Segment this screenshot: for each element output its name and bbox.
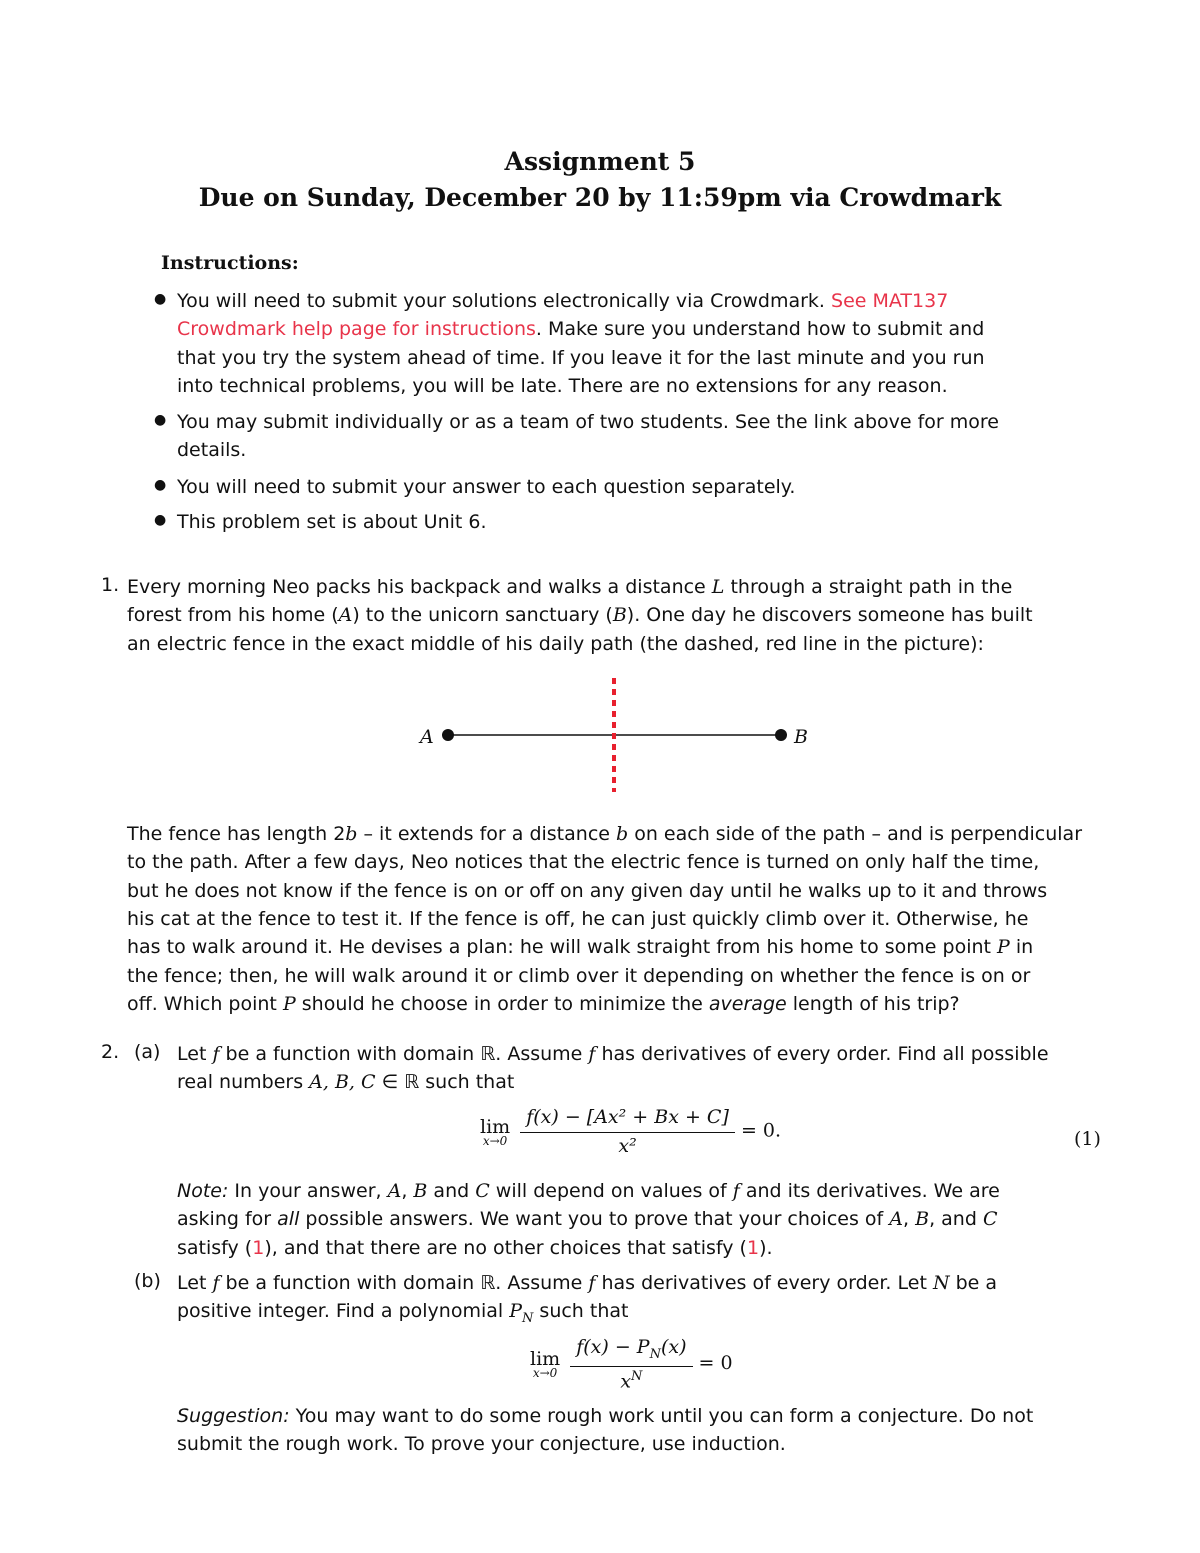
part-a-label: (a) [134, 1041, 161, 1063]
instruction-text: . Make sure you understand how to submit and [535, 318, 985, 340]
q2a-line2: real numbers A, B, C ∈ ℝ such that [177, 1071, 515, 1093]
instruction-item-1-line4: into technical problems, you will be late. There are no extensions for any reason. [177, 375, 948, 397]
q1-p2-line2: to the path. After a few days, Neo notices that the electric fence is turned on only half the time, [127, 851, 1040, 873]
crowdmark-help-link-cont[interactable]: Crowdmark help page for instructions [177, 318, 536, 340]
q1-p2-line3: but he does not know if the fence is on or off on any given day until he walks up to it and throws [127, 880, 1048, 902]
q1-p2-line7: off. Which point P should he choose in order to minimize the average length of his trip? [127, 993, 960, 1015]
equation-2 [530, 1336, 733, 1392]
label-a: A [420, 726, 434, 748]
instruction-item-2-line2: details. [177, 439, 247, 461]
instruction-item-1 [177, 287, 1077, 315]
equation-1-tag: (1) [1074, 1128, 1101, 1150]
point-b-dot [775, 729, 787, 741]
limit-operator: lim x→0 [530, 1348, 561, 1381]
q1-line3: an electric fence in the exact middle of his daily path (the dashed, red line in the picture): [127, 633, 984, 655]
equation-1-ref[interactable]: 1 [252, 1237, 265, 1259]
equation-1 [480, 1106, 781, 1157]
q1-p2-line5: has to walk around it. He devises a plan: he will walk straight from his home to some point P in [127, 936, 1034, 958]
question-1-number: 1. [101, 574, 120, 596]
instruction-item-1-line3: that you try the system ahead of time. If you leave it for the last minute and you run [177, 347, 985, 369]
limit-operator: lim x→0 [480, 1115, 511, 1148]
q1-line2: forest from his home (A) to the unicorn sanctuary (B). One day he discovers someone has built [127, 604, 1033, 626]
equation-1-fraction: $\frac{\text{f(x) − [Ax² + Bx + C]}}{\text{x²}}$ [520, 1106, 735, 1157]
q2a-note-line2: asking for all possible answers. We want you to prove that your choices of A, B, and C [177, 1208, 998, 1230]
bullet-icon: ● [154, 291, 167, 307]
instruction-item-4: This problem set is about Unit 6. [177, 511, 487, 533]
equation-2-rhs: = 0 [698, 1352, 733, 1375]
bullet-icon: ● [154, 512, 167, 528]
bullet-icon: ● [154, 412, 167, 428]
instructions-heading: Instructions: [161, 252, 299, 274]
equation-2-fraction: $\frac{f(x) - P_N(x)}{x^N}$ [570, 1336, 692, 1392]
instruction-item-3: You will need to submit your answer to each question separately. [177, 476, 796, 498]
bullet-icon: ● [154, 477, 167, 493]
instruction-item-1-line2 [177, 315, 1077, 343]
label-b: B [794, 726, 808, 748]
q2b-line2: positive integer. Find a polynomial $P_N$ such that [177, 1300, 629, 1326]
part-b-label: (b) [134, 1270, 161, 1292]
point-a-dot [442, 729, 454, 741]
q2b-suggestion-line2: submit the rough work. To prove your conjecture, use induction. [177, 1433, 786, 1455]
q1-p2-line4: his cat at the fence to test it. If the fence is off, he can just quickly climb over it. Otherwise, he [127, 908, 1029, 930]
q1-p2-line1: The fence has length 2b – it extends for a distance b on each side of the path – and is perpendicular [127, 823, 1083, 845]
q2a-line1: Let f be a function with domain ℝ. Assume f has derivatives of every order. Find all possible [177, 1043, 1049, 1065]
q2a-note-line3: satisfy (1), and that there are no other choices that satisfy (1). [177, 1237, 773, 1259]
q2a-note-line1: Note: In your answer, A, B and C will depend on values of f and its derivatives. We are [177, 1180, 1000, 1202]
q1-p2-line6: the fence; then, he will walk around it or climb over it depending on whether the fence is on or [127, 965, 1031, 987]
question-2-number: 2. [101, 1041, 120, 1063]
due-date: Due on Sunday, December 20 by 11:59pm via Crowdmark [198, 183, 1002, 212]
equation-1-rhs: = 0. [740, 1119, 782, 1142]
crowdmark-help-link[interactable]: See MAT137 [831, 290, 949, 312]
q1-line1: Every morning Neo packs his backpack and walks a distance L through a straight path in the [127, 576, 1013, 598]
instruction-text: You will need to submit your solutions electronically via Crowdmark. [177, 290, 832, 312]
page-title: Assignment 5 [504, 147, 696, 176]
instruction-item-2: You may submit individually or as a team of two students. See the link above for more [177, 411, 999, 433]
fence-diagram [0, 668, 1200, 808]
equation-1-ref[interactable]: 1 [746, 1237, 760, 1259]
q2b-suggestion-line1: Suggestion: You may want to do some rough work until you can form a conjecture. Do not [177, 1405, 1034, 1427]
q2b-line1: Let f be a function with domain ℝ. Assume f has derivatives of every order. Let N be a [177, 1272, 998, 1294]
